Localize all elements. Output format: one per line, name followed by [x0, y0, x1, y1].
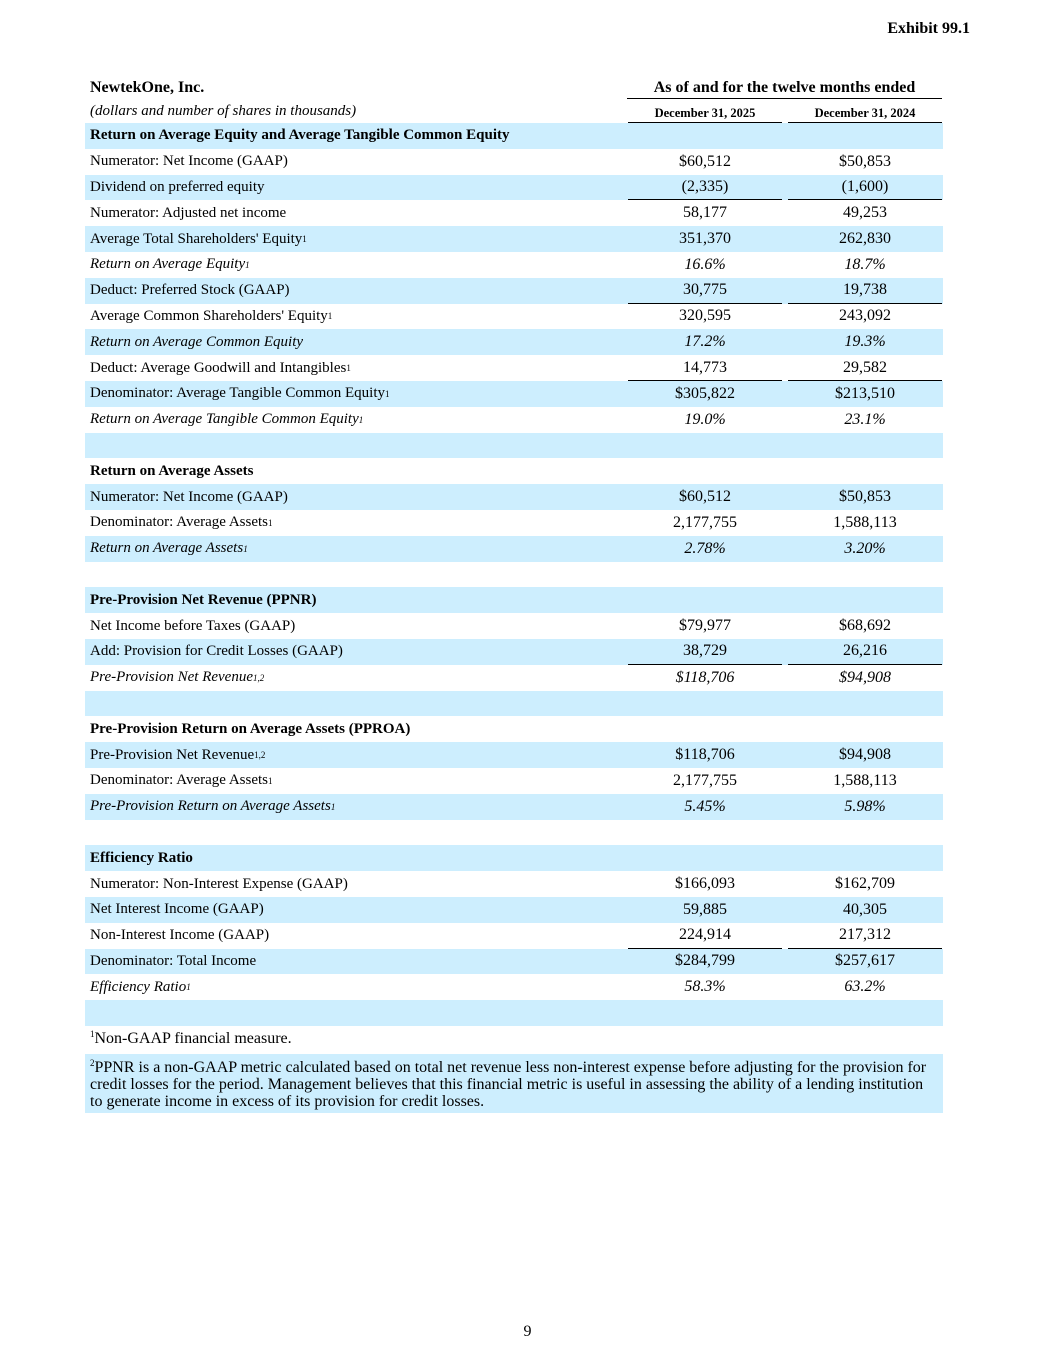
value-2025: 2,177,755	[673, 771, 737, 789]
value-2025: $118,706	[675, 668, 735, 686]
value-2024	[788, 433, 942, 459]
row-label: Denominator: Average Tangible Common Equity 1	[90, 385, 390, 402]
row-label	[85, 820, 622, 846]
table-row	[85, 665, 943, 691]
value-2024: 19,738	[788, 278, 942, 304]
value-2024	[788, 123, 942, 149]
value-2025: 14,773	[628, 355, 782, 381]
value-2024: 1,588,113	[833, 771, 897, 789]
row-label-text: Efficiency Ratio	[90, 978, 187, 995]
row-label	[85, 691, 622, 717]
footnote-1	[85, 1026, 943, 1054]
value-2025: $60,512	[679, 152, 731, 170]
table-row	[85, 974, 943, 1000]
row-label	[85, 175, 622, 201]
row-label-text: Average Total Shareholders' Equity	[90, 230, 303, 247]
table-row	[85, 407, 943, 433]
value-2025: 59,885	[683, 900, 727, 918]
table-row	[85, 252, 943, 278]
column-header-2025: December 31, 2025	[628, 100, 782, 123]
row-label-text: Deduct: Preferred Stock (GAAP)	[90, 282, 290, 299]
row-label	[85, 562, 622, 588]
spacer-row	[85, 820, 943, 846]
value-2025: 58.3%	[684, 978, 726, 996]
value-2025	[628, 433, 782, 459]
row-label: Return on Average Equity 1	[90, 256, 250, 273]
value-2025: (2,335)	[628, 175, 782, 201]
value-2024: $94,908	[839, 746, 891, 764]
value-2024: 217,312	[788, 923, 942, 949]
value-2024: 63.2%	[844, 978, 886, 996]
table-row	[85, 355, 943, 381]
row-label	[85, 871, 622, 897]
footnote-2	[85, 1054, 943, 1113]
row-label-text: Dividend on preferred equity	[90, 178, 265, 195]
value-2025: $60,512	[679, 488, 731, 506]
table-header	[85, 75, 943, 99]
row-label-text: Denominator: Average Tangible Common Equity	[90, 385, 386, 402]
row-label-text: Average Common Shareholders' Equity	[90, 307, 328, 324]
column-header-2024: December 31, 2024	[788, 100, 942, 123]
value-2025	[628, 845, 782, 871]
spacer-row	[85, 1000, 943, 1026]
footnote-text: Non-GAAP financial measure.	[94, 1029, 292, 1047]
row-label	[85, 149, 622, 175]
row-label: Denominator: Average Assets 1	[90, 772, 273, 789]
value-2025	[628, 691, 782, 717]
row-label-text: Return on Average Common Equity	[90, 333, 304, 350]
row-label-text: Net Interest Income (GAAP)	[90, 901, 264, 918]
row-label-text: Efficiency Ratio	[90, 849, 193, 866]
row-label: Pre-Provision Net Revenue 1,2	[90, 746, 266, 763]
value-2024: $50,853	[839, 488, 891, 506]
period-header: As of and for the twelve months ended	[627, 79, 942, 99]
value-2024: 1,588,113	[833, 513, 897, 531]
row-label-text: Pre-Provision Net Revenue	[90, 669, 253, 686]
section-header-row	[85, 123, 943, 149]
table-row	[85, 639, 943, 665]
table-row	[85, 794, 943, 820]
value-2024	[788, 691, 942, 717]
value-2024	[788, 820, 942, 846]
value-2024	[788, 587, 942, 613]
value-2024: $257,617	[835, 952, 895, 970]
value-2025: $166,093	[675, 875, 735, 892]
row-label	[85, 587, 622, 613]
table-row	[85, 149, 943, 175]
table-subheader	[85, 99, 943, 123]
row-label-text: Numerator: Non-Interest Expense (GAAP)	[90, 875, 348, 892]
footnote-mark: 2	[90, 1057, 95, 1068]
row-label: Pre-Provision Return on Average Assets 1	[90, 798, 336, 815]
value-2025: 2.78%	[684, 539, 726, 557]
value-2024: $94,908	[839, 668, 891, 686]
row-label-text: Denominator: Average Assets	[90, 514, 269, 531]
value-2024: 40,305	[843, 900, 887, 918]
table-row	[85, 484, 943, 510]
row-label	[85, 639, 622, 665]
units-note: (dollars and number of shares in thousands)	[90, 102, 357, 119]
row-label-text: Add: Provision for Credit Losses (GAAP)	[90, 643, 343, 660]
value-2025: $284,799	[675, 952, 735, 970]
table-row	[85, 949, 943, 975]
value-2024: $68,692	[839, 617, 891, 635]
table-row	[85, 897, 943, 923]
row-label-text: Numerator: Net Income (GAAP)	[90, 153, 288, 170]
value-2024: 262,830	[839, 230, 891, 248]
row-label-text: Pre-Provision Net Revenue	[90, 746, 255, 763]
row-label: Return on Average Tangible Common Equity 1	[90, 411, 364, 428]
section-header-row	[85, 845, 943, 871]
row-label-text: Non-Interest Income (GAAP)	[90, 927, 270, 944]
value-2025	[628, 587, 782, 613]
table-row	[85, 536, 943, 562]
row-label	[85, 458, 622, 484]
value-2024	[788, 458, 942, 484]
value-2024	[788, 845, 942, 871]
table-row	[85, 768, 943, 794]
value-2025: 30,775	[628, 278, 782, 304]
row-label: Pre-Provision Net Revenue 1,2	[90, 669, 265, 686]
row-label-text: Numerator: Adjusted net income	[90, 204, 287, 221]
footnote-text: PPNR is a non-GAAP metric calculated based on total net revenue less non-interest expense before adjusting for the provision for credit losses for the period. Management believes that this financial metric is useful in assessing the ability of a lending institution to generate income in excess of its provision for credit losses.	[90, 1058, 927, 1110]
spacer-row	[85, 562, 943, 588]
row-label-text: Numerator: Net Income (GAAP)	[90, 488, 288, 505]
value-2025	[628, 1000, 782, 1026]
row-label-text: Return on Average Assets	[90, 540, 244, 557]
row-label: Average Common Shareholders' Equity 1	[90, 307, 333, 324]
row-label-text: Pre-Provision Return on Average Assets	[90, 798, 331, 815]
table-row	[85, 510, 943, 536]
row-label	[85, 278, 622, 304]
row-label-text: Deduct: Average Goodwill and Intangibles	[90, 359, 347, 376]
row-label	[85, 200, 622, 226]
table-row	[85, 923, 943, 949]
row-label	[85, 613, 622, 639]
value-2024: (1,600)	[788, 175, 942, 201]
row-label	[85, 123, 622, 149]
value-2025: 17.2%	[684, 333, 726, 351]
value-2024: 3.20%	[844, 539, 886, 557]
value-2025: 58,177	[683, 204, 727, 222]
financial-table	[85, 75, 943, 1113]
row-label: Average Total Shareholders' Equity 1	[90, 230, 307, 247]
row-label-text: Denominator: Total Income	[90, 952, 257, 969]
value-2025: $305,822	[675, 384, 735, 402]
value-2024	[788, 562, 942, 588]
row-label: Efficiency Ratio 1	[90, 978, 191, 995]
row-label	[85, 484, 622, 510]
table-row	[85, 613, 943, 639]
row-label	[85, 329, 622, 355]
section-header-row	[85, 587, 943, 613]
value-2024: 49,253	[843, 204, 887, 222]
value-2025	[628, 458, 782, 484]
value-2025: 16.6%	[684, 255, 726, 273]
row-label-text: Net Income before Taxes (GAAP)	[90, 617, 296, 634]
table-row	[85, 200, 943, 226]
value-2025	[628, 123, 782, 149]
section-header-row	[85, 716, 943, 742]
value-2025	[628, 716, 782, 742]
row-label-text: Return on Average Equity and Average Tangible Common Equity	[90, 127, 510, 144]
table-row	[85, 329, 943, 355]
row-label-text: Pre-Provision Return on Average Assets (PPROA)	[90, 720, 411, 737]
table-row	[85, 381, 943, 407]
table-row	[85, 175, 943, 201]
value-2025: 351,370	[679, 230, 731, 248]
footnote-mark: 1	[90, 1028, 95, 1039]
table-row	[85, 226, 943, 252]
row-label-text: Return on Average Tangible Common Equity	[90, 411, 359, 428]
row-label-text: Pre-Provision Net Revenue (PPNR)	[90, 591, 317, 608]
value-2025	[628, 562, 782, 588]
row-label: Return on Average Assets 1	[90, 540, 248, 557]
value-2024: 19.3%	[844, 333, 886, 351]
value-2025: 5.45%	[684, 797, 726, 815]
row-label	[85, 1000, 622, 1026]
value-2024: $213,510	[835, 384, 895, 402]
row-label	[85, 949, 622, 975]
value-2025: 2,177,755	[673, 513, 737, 531]
table-row	[85, 278, 943, 304]
row-label	[85, 897, 622, 923]
company-name: NewtekOne, Inc.	[90, 79, 205, 96]
value-2024	[788, 716, 942, 742]
row-label	[85, 716, 622, 742]
row-label-text: Return on Average Equity	[90, 256, 246, 273]
value-2024: 5.98%	[844, 797, 886, 815]
value-2025: 19.0%	[684, 410, 726, 428]
value-2024: $50,853	[839, 152, 891, 170]
table-body	[85, 123, 943, 1026]
value-2025: 224,914	[628, 923, 782, 949]
table-row	[85, 304, 943, 330]
value-2025: $118,706	[675, 746, 735, 764]
value-2024: 23.1%	[844, 410, 886, 428]
row-label	[85, 845, 622, 871]
spacer-row	[85, 433, 943, 459]
table-row	[85, 871, 943, 897]
value-2024: 243,092	[839, 307, 891, 325]
row-label-text: Denominator: Average Assets	[90, 772, 269, 789]
row-label: Denominator: Average Assets 1	[90, 514, 273, 531]
value-2024: 18.7%	[844, 255, 886, 273]
value-2024: 26,216	[788, 639, 942, 665]
value-2025: 38,729	[628, 639, 782, 665]
page-number: 9	[523, 1323, 532, 1340]
value-2024	[788, 1000, 942, 1026]
value-2025: 320,595	[679, 307, 731, 325]
row-label: Deduct: Average Goodwill and Intangibles 1	[90, 359, 351, 376]
value-2025: $79,977	[679, 617, 731, 635]
row-label	[85, 923, 622, 949]
row-label-text: Return on Average Assets	[90, 462, 254, 479]
section-header-row	[85, 458, 943, 484]
table-row	[85, 742, 943, 768]
value-2024: 29,582	[788, 355, 942, 381]
value-2025	[628, 820, 782, 846]
value-2024: $162,709	[835, 875, 895, 892]
row-label	[85, 433, 622, 459]
exhibit-label: Exhibit 99.1	[887, 20, 970, 37]
spacer-row	[85, 691, 943, 717]
